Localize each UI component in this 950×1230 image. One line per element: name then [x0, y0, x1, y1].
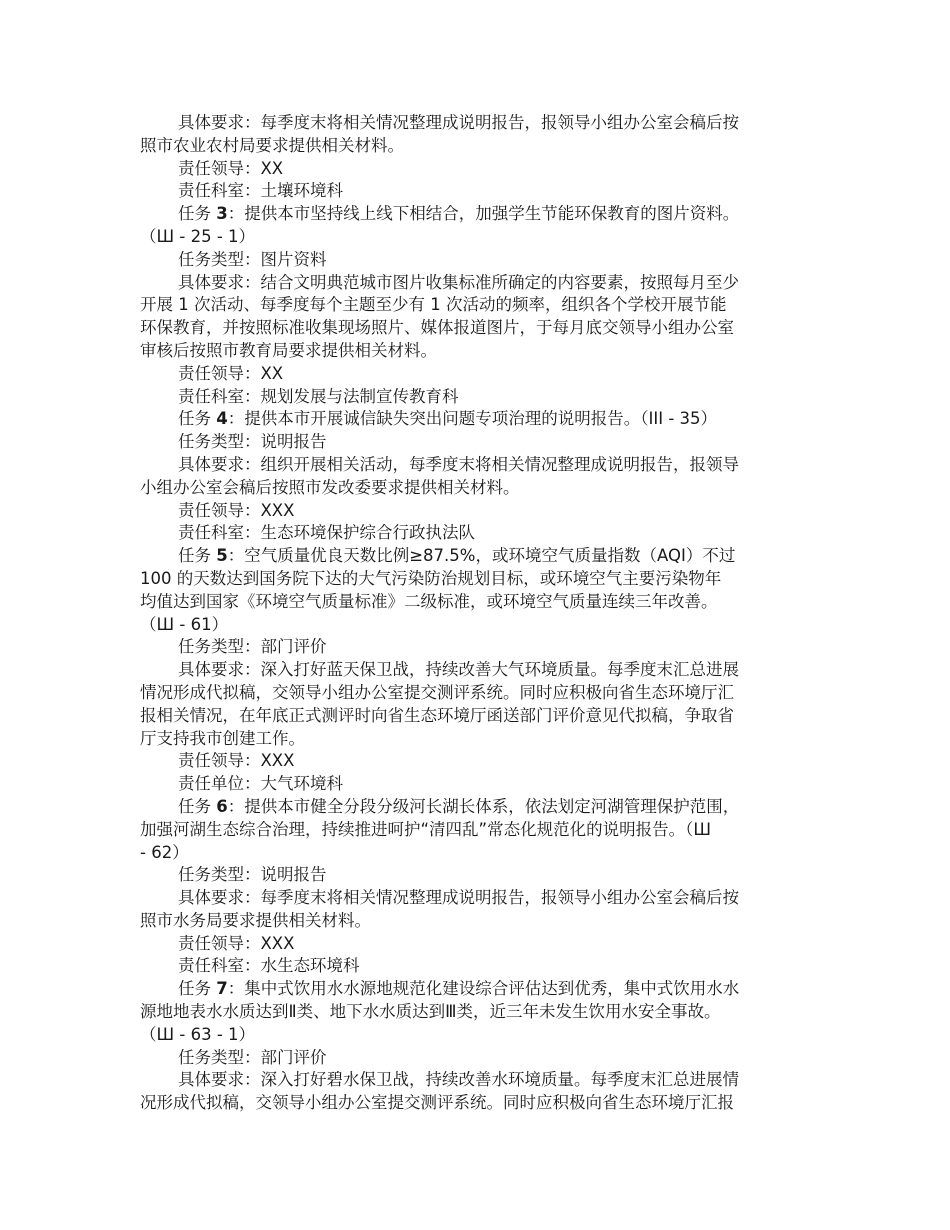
text-line — [140, 682, 812, 705]
text-line — [140, 158, 812, 181]
text-line — [140, 750, 812, 773]
text-line — [140, 340, 812, 363]
line-text: 环保教育，并按照标准收集现场照片、媒体报道图片，于每月底交领导小组办公室 — [140, 318, 734, 338]
line-text: （Ш - 25 - 1） — [140, 226, 256, 246]
text-line — [140, 955, 812, 978]
line-text: 具体要求：组织开展相关活动，每季度末将相关情况整理成说明报告，报领导 — [178, 454, 739, 474]
line-text: 厅支持我市创建工作。 — [140, 728, 305, 748]
text-line — [140, 500, 812, 523]
text-line — [140, 317, 812, 340]
text-line — [140, 1024, 812, 1047]
line-text: 具体要求：每季度末将相关情况整理成说明报告，报领导小组办公室会稿后按 — [178, 888, 739, 908]
line-text: 照市农业农村局要求提供相关材料。 — [140, 135, 404, 155]
task-prefix: 任务 — [178, 204, 217, 224]
task-number: 5 — [216, 546, 228, 566]
text-line — [140, 408, 812, 431]
text-line — [140, 933, 812, 956]
line-text: 加强河湖生态综合治理，持续推进呵护“清四乱”常态化规范化的说明报告。（Ш — [140, 819, 711, 839]
line-text: 均值达到国家《环境空气质量标准》二级标准，或环境空气质量连续三年改善。 — [140, 591, 718, 611]
task-number: 4 — [216, 409, 228, 429]
line-text: （Ш - 61） — [140, 614, 229, 634]
text-line — [140, 636, 812, 659]
line-text: 具体要求：深入打好蓝天保卫战，持续改善大气环境质量。每季度末汇总进展 — [178, 660, 739, 680]
line-text: 审核后按照市教育局要求提供相关材料。 — [140, 340, 437, 360]
text-line — [140, 272, 812, 295]
line-text: 100 的天数达到国务院下达的大气污染防治规划目标，或环境空气主要污染物年 — [140, 568, 722, 588]
text-line — [140, 249, 812, 272]
line-text: 况形成代拟稿，交领导小组办公室提交测评系统。同时应积极向省生态环境厅汇报 — [140, 1093, 734, 1113]
text-line — [140, 591, 812, 614]
text-line — [140, 1001, 812, 1024]
text-line — [140, 568, 812, 591]
line-text: 具体要求：结合文明典范城市图片收集标准所确定的内容要素，按照每月至少 — [178, 272, 739, 292]
line-text: 具体要求：每季度末将相关情况整理成说明报告，报领导小组办公室会稿后按 — [178, 113, 739, 132]
text-line — [140, 978, 812, 1001]
text-line — [140, 819, 812, 842]
task-prefix: 任务 — [178, 546, 217, 566]
line-text: 责任科室：规划发展与法制宣传教育科 — [178, 386, 459, 406]
line-text: ：提供本市健全分段分级河长湖长体系，依法划定河湖管理保护范围， — [227, 796, 740, 816]
text-line — [140, 135, 812, 158]
text-line — [140, 294, 812, 317]
line-text: 开展 1 次活动、每季度每个主题至少有 1 次活动的频率，组织各个学校开展节能 — [140, 295, 727, 315]
line-text: 责任科室：水生态环境科 — [178, 956, 360, 976]
text-line — [140, 864, 812, 887]
line-text: 责任领导：XXX — [178, 500, 295, 520]
line-text: - 62） — [140, 842, 189, 862]
line-text: ：提供本市坚持线上线下相结合，加强学生节能环保教育的图片资料。 — [227, 204, 740, 224]
line-text: 责任领导：XX — [178, 363, 284, 383]
task-number: 6 — [216, 796, 228, 816]
line-text: （Ш - 63 - 1） — [140, 1024, 256, 1044]
text-line — [140, 1092, 812, 1115]
text-line — [140, 363, 812, 386]
line-text: 责任领导：XXX — [178, 933, 295, 953]
text-line — [140, 796, 812, 819]
text-line — [140, 522, 812, 545]
text-line — [140, 773, 812, 796]
line-text: 任务类型：部门评价 — [178, 637, 327, 657]
line-text: 任务类型：说明报告 — [178, 432, 327, 452]
line-text: 任务类型：图片资料 — [178, 249, 327, 269]
text-line — [140, 477, 812, 500]
text-line — [140, 386, 812, 409]
text-line — [140, 659, 812, 682]
task-number: 3 — [216, 204, 228, 224]
text-line — [140, 226, 812, 249]
line-text: 情况形成代拟稿，交领导小组办公室提交测评系统。同时应积极向省生态环境厅汇 — [140, 682, 734, 702]
text-line — [140, 180, 812, 203]
line-text: 小组办公室会稿后按照市发改委要求提供相关材料。 — [140, 477, 520, 497]
line-text: ：提供本市开展诚信缺失突出问题专项治理的说明报告。（III - 35） — [227, 409, 718, 429]
task-prefix: 任务 — [178, 979, 217, 999]
text-line — [140, 887, 812, 910]
text-line — [140, 1069, 812, 1092]
line-text: 具体要求：深入打好碧水保卫战，持续改善水环境质量。每季度末汇总进展情 — [178, 1070, 739, 1090]
line-text: 责任领导：XXX — [178, 751, 295, 771]
text-line — [140, 431, 812, 454]
text-line — [140, 1047, 812, 1070]
document-body — [140, 112, 812, 1115]
text-line — [140, 728, 812, 751]
line-text: 照市水务局要求提供相关材料。 — [140, 910, 371, 930]
text-line — [140, 454, 812, 477]
text-line — [140, 842, 812, 865]
line-text: 源地地表水水质达到Ⅱ类、地下水水质达到Ⅲ类，近三年未发生饮用水安全事故。 — [140, 1002, 721, 1022]
text-line — [140, 705, 812, 728]
line-text: 任务类型：说明报告 — [178, 865, 327, 885]
task-number: 7 — [216, 979, 228, 999]
text-line — [140, 614, 812, 637]
line-text: 责任科室：生态环境保护综合行政执法队 — [178, 523, 475, 543]
text-line — [140, 545, 812, 568]
text-line — [140, 203, 812, 226]
task-prefix: 任务 — [178, 409, 217, 429]
text-line — [140, 910, 812, 933]
text-line — [140, 112, 812, 135]
line-text: 报相关情况，在年底正式测评时向省生态环境厅函送部门评价意见代拟稿，争取省 — [140, 705, 734, 725]
line-text: 责任单位：大气环境科 — [178, 774, 343, 794]
line-text: ：集中式饮用水水源地规范化建设综合评估达到优秀，集中式饮用水水 — [227, 979, 740, 999]
line-text: 责任科室：土壤环境科 — [178, 181, 343, 201]
line-text: ：空气质量优良天数比例≥87.5%，或环境空气质量指数（AQI）不过 — [227, 546, 736, 566]
line-text: 责任领导：XX — [178, 158, 284, 178]
line-text: 任务类型：部门评价 — [178, 1047, 327, 1067]
task-prefix: 任务 — [178, 796, 217, 816]
